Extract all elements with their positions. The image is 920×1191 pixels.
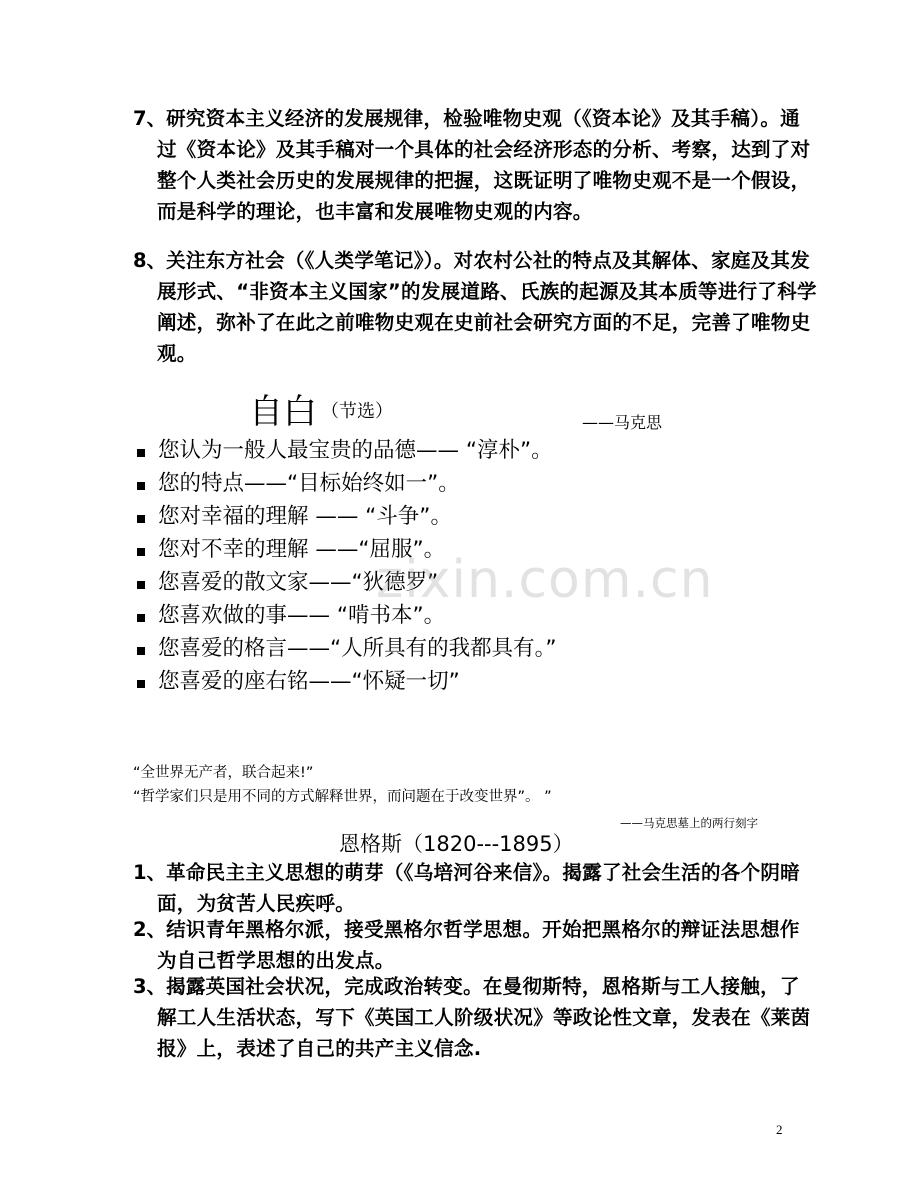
bullet-icon xyxy=(137,515,145,523)
confession-item-text: 您喜爱的散文家——“狄德罗” xyxy=(158,570,439,595)
marx-work-item-7 xyxy=(133,103,817,227)
item-number: 2、 xyxy=(133,918,167,941)
confession-subtitle: （节选） xyxy=(321,401,393,422)
engels-item-3 xyxy=(133,971,817,1064)
confession-item-text: 您喜爱的格言——“人所具有的我都具有。” xyxy=(158,636,557,661)
quote-line-2: “哲学家们只是用不同的方式解释世界，而问题在于改变世界”。 ” xyxy=(133,789,552,805)
confession-item-text: 您认为一般人最宝贵的品德—— “淳朴”。 xyxy=(158,438,553,463)
engels-item-1 xyxy=(133,857,817,919)
confession-item-text: 您对不幸的理解 ——“屈服”。 xyxy=(158,537,446,562)
confession-item xyxy=(137,500,557,533)
item-text: 研究资本主义经济的发展规律，检验唯物史观（《资本论》及其手稿）。通过《资本论》及其手稿对一个具体的社会经济形态的分析、考察，达到了对整个人类社会历史的发展规律的把握，这既证明了唯物史观不是一个假设，而是科学的理论，也丰富和发展唯物史观的内容。 xyxy=(157,107,811,223)
confession-item-text: 您对幸福的理解 —— “斗争”。 xyxy=(158,504,452,529)
bullet-icon xyxy=(137,614,145,622)
item-number: 3、 xyxy=(133,975,167,998)
engels-item-2 xyxy=(133,914,817,976)
watermark: zixin.com.cn xyxy=(376,550,714,610)
confession-title-text: 自白 xyxy=(249,392,317,432)
confession-item xyxy=(137,632,557,665)
marx-work-item-8 xyxy=(133,245,817,369)
confession-item xyxy=(137,665,557,698)
confession-item-text: 您喜欢做的事—— “啃书本”。 xyxy=(158,603,446,628)
confession-item xyxy=(137,434,557,467)
bullet-icon xyxy=(137,680,145,688)
bullet-icon xyxy=(137,581,145,589)
bullet-icon xyxy=(137,647,145,655)
item-number: 1、 xyxy=(133,861,167,884)
bullet-icon xyxy=(137,449,145,457)
item-text: 结识青年黑格尔派，接受黑格尔哲学思想。开始把黑格尔的辩证法思想作为自己哲学思想的出发点。 xyxy=(157,918,800,972)
confession-author: ——马克思 xyxy=(582,413,663,432)
item-number: 7、 xyxy=(133,107,167,130)
bullet-icon xyxy=(137,482,145,490)
confession-item-text: 您喜爱的座右铭——“怀疑一切” xyxy=(158,669,460,694)
item-number: 8、 xyxy=(133,249,167,272)
confession-title xyxy=(249,390,393,434)
item-text: 关注东方社会（《人类学笔记》）。对农村公社的特点及其解体、家庭及其发展形式、“非资本主义国家”的发展道路、氏族的起源及其本质等进行了科学阐述，弥补了在此之前唯物史观在史前社会研究方面的不足，完善了唯物史观。 xyxy=(157,249,817,365)
confession-item xyxy=(137,467,557,500)
item-text: 革命民主主义思想的萌芽（《乌培河谷来信》。揭露了社会生活的各个阴暗面，为贫苦人民疾呼。 xyxy=(157,861,800,915)
confession-item-text: 您的特点——“目标始终如一”。 xyxy=(158,471,460,496)
quote-source: ——马克思墓上的两行刻字 xyxy=(620,816,758,830)
bullet-icon xyxy=(137,548,145,556)
quote-line-1: “全世界无产者，联合起来!” xyxy=(133,765,314,781)
engels-title: 恩格斯（1820---1895） xyxy=(339,832,574,856)
item-text: 揭露英国社会状况，完成政治转变。在曼彻斯特，恩格斯与工人接触，了解工人生活状态，写下《英国工人阶级状况》等政论性文章，发表在《莱茵报》上，表述了自己的共产主义信念. xyxy=(157,975,811,1060)
page-number: 2 xyxy=(776,1122,783,1137)
